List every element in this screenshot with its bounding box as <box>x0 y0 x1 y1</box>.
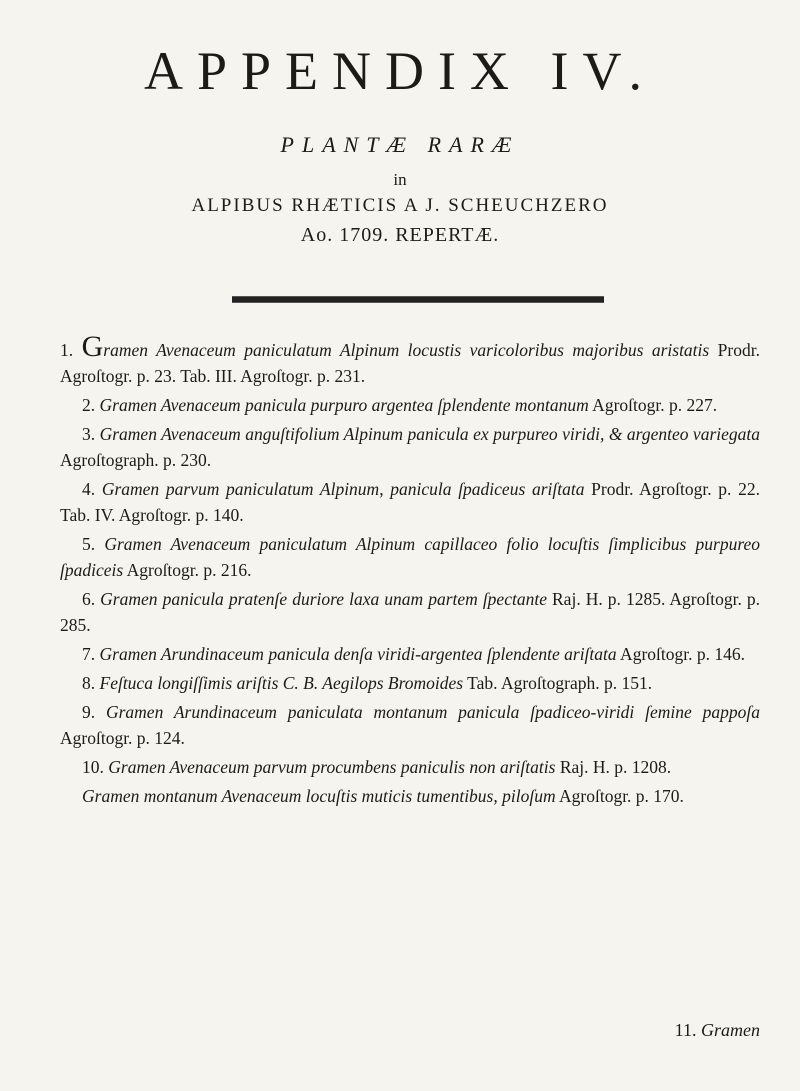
date-line: Ao. 1709. REPERTÆ. <box>300 224 500 246</box>
entry-3: 3. Gramen Avenaceum anguſtifolium Alpinum panicula ex purpureo viridi, & argenteo variegata Agroſtograph. p. 230. <box>60 424 760 470</box>
location-line: ALPIBUS RHÆTICIS A J. SCHEUCHZERO <box>191 195 609 216</box>
entry-9: 9. Gramen Arundinaceum paniculata montanum panicula ſpadiceo-viridi ſemine pappoſa Agroſtogr. p. 124. <box>60 702 760 748</box>
divider-rule <box>232 296 604 303</box>
entry-1: 1. Gramen Avenaceum paniculatum Alpinum locustis varicoloribus majoribus aristatis Prodr. Agroſtogr. p. 23. Tab. III. Agroſtogr. p. 231. <box>60 330 760 386</box>
entry-4: 4. Gramen parvum paniculatum Alpinum, panicula ſpadiceus ariſtata Prodr. Agroſtogr. p. 22. Tab. IV. Agroſtogr. p. 140. <box>60 479 760 525</box>
subtitle-in: in <box>393 170 407 189</box>
entry-6: 6. Gramen panicula pratenſe duriore laxa unam partem ſpectante Raj. H. p. 1285. Agroſtogr. p. 285. <box>60 589 760 635</box>
entry-list <box>60 330 760 812</box>
catchword: 11. Gramen <box>674 1020 760 1040</box>
entry-8: 8. Feſtuca longiſſimis ariſtis C. B. Aegilops Bromoides Tab. Agroſtograph. p. 151. <box>82 673 653 693</box>
entry-2: 2. Gramen Avenaceum panicula purpuro argentea ſplendente montanum Agroſtogr. p. 227. <box>82 395 718 415</box>
entry-10-synonym: Gramen montanum Avenaceum locuſtis muticis tumentibus, piloſum Agroſtogr. p. 170. <box>82 786 684 806</box>
entry-7: 7. Gramen Arundinaceum panicula denſa viridi-argentea ſplendente ariſtata Agroſtogr. p. 146. <box>82 644 745 664</box>
entry-10: 10. Gramen Avenaceum parvum procumbens paniculis non ariſtatis Raj. H. p. 1208. <box>82 757 672 777</box>
page-title: APPENDIX IV. <box>143 41 657 101</box>
entry-5: 5. Gramen Avenaceum paniculatum Alpinum capillaceo folio locuſtis ſimplicibus purpureo ſpadiceis Agroſtogr. p. 216. <box>60 534 760 580</box>
subtitle: PLANTÆ RARÆ <box>280 132 520 157</box>
